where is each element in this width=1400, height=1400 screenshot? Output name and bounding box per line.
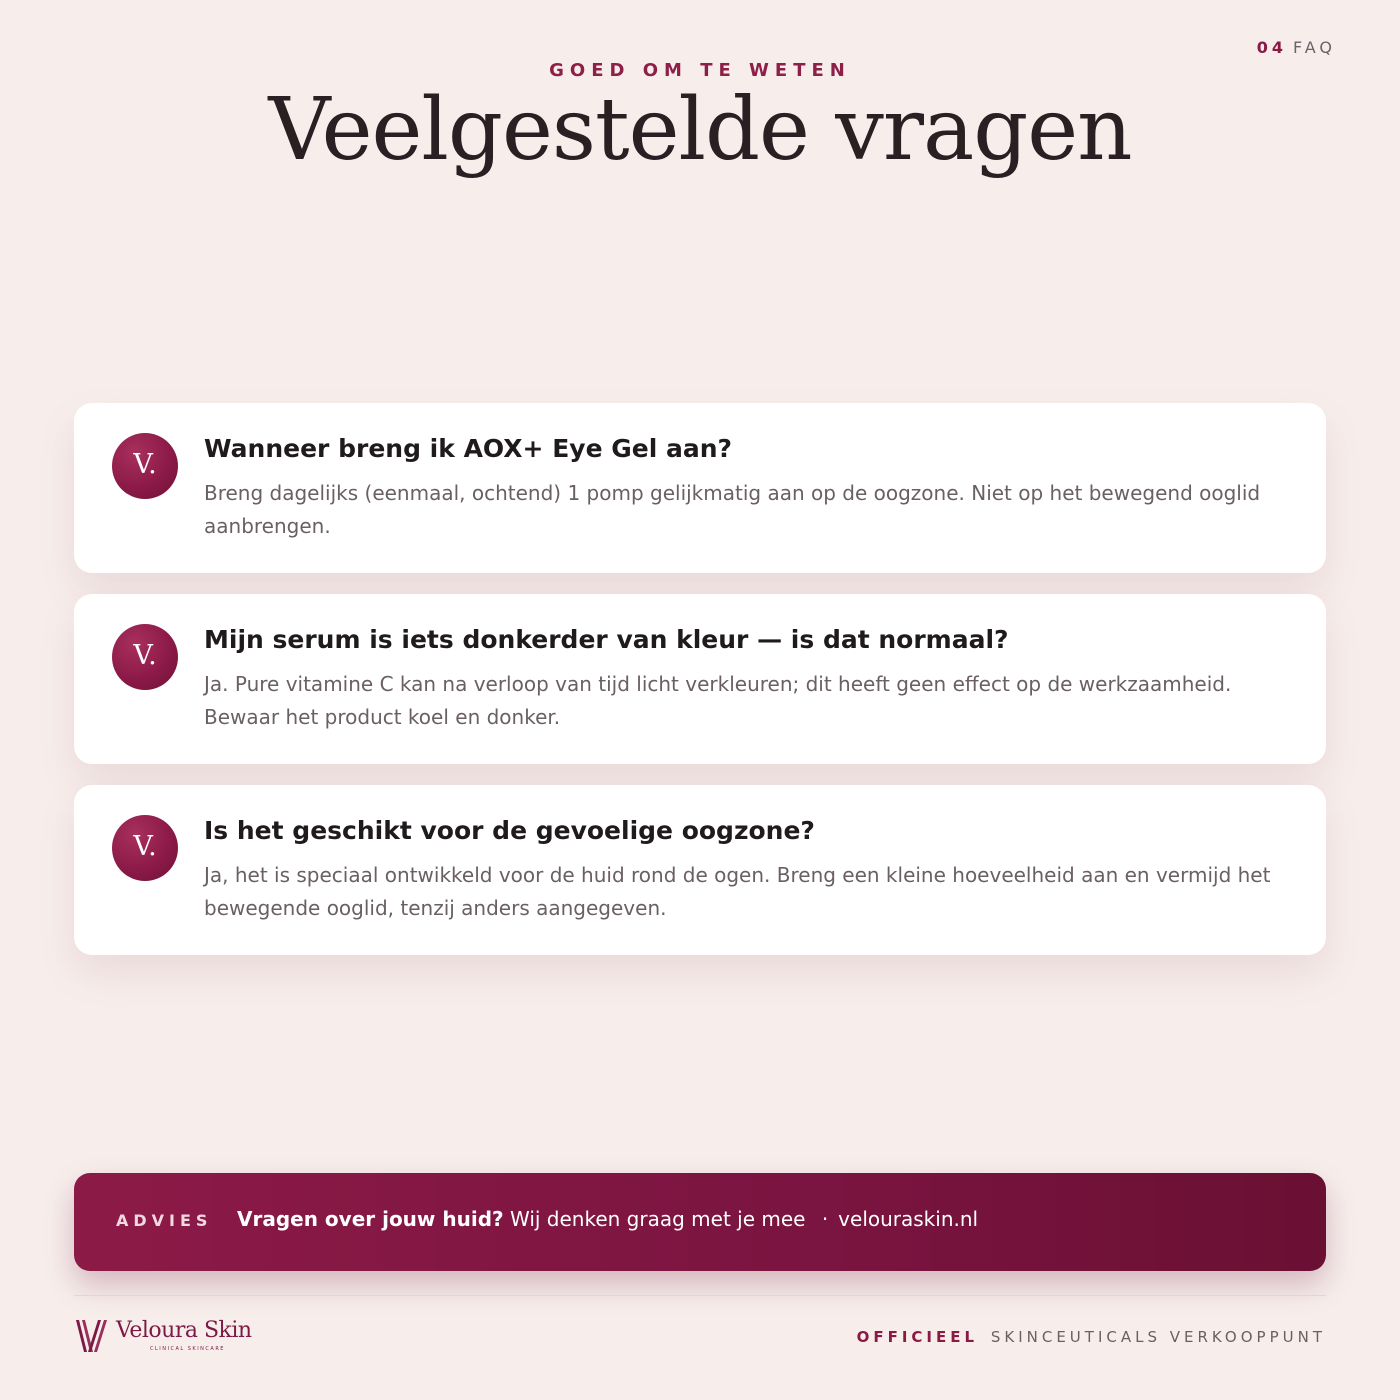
- page-indicator: [1257, 38, 1336, 57]
- advice-website-link[interactable]: velouraskin.nl: [838, 1207, 979, 1231]
- advice-banner: [74, 1173, 1326, 1271]
- faq-question: Is het geschikt voor de gevoelige oogzone?: [204, 816, 815, 845]
- brand-logo: [74, 1316, 274, 1356]
- official-retailer-note: [857, 1328, 1326, 1346]
- faq-card: [74, 785, 1326, 955]
- faq-question: Mijn serum is iets donkerder van kleur — is dat normaal?: [204, 625, 1009, 654]
- veloura-logo-icon: [74, 1318, 108, 1354]
- page-number: 04: [1256, 38, 1287, 57]
- advice-headline: Vragen over jouw huid?: [237, 1207, 504, 1231]
- faq-card: [74, 403, 1326, 573]
- faq-card: [74, 594, 1326, 764]
- faq-answer: Ja. Pure vitamine C kan na verloop van tijd licht verkleuren; dit heeft geen effect op de werkzaamheid. Bewaar het product koel en donker.: [204, 672, 1232, 729]
- footer-divider: [74, 1295, 1326, 1296]
- faq-question: Wanneer breng ik AOX+ Eye Gel aan?: [204, 434, 733, 463]
- page-title: Veelgestelde vragen: [268, 80, 1132, 180]
- advice-separator: ·: [821, 1207, 829, 1231]
- advice-message: [237, 1207, 978, 1231]
- faq-badge-icon: V.: [112, 433, 178, 499]
- faq-list: [74, 403, 1326, 976]
- official-label: OFFICIEEL: [856, 1328, 979, 1346]
- advice-text: Wij denken graag met je mee: [509, 1207, 806, 1231]
- brand-name: Veloura Skin: [116, 1318, 252, 1343]
- advice-label: ADVIES: [116, 1211, 213, 1230]
- faq-badge-icon: V.: [112, 815, 178, 881]
- faq-badge-icon: V.: [112, 624, 178, 690]
- faq-answer: Breng dagelijks (eenmaal, ochtend) 1 pomp gelijkmatig aan op de oogzone. Niet op het bewegend ooglid aanbrengen.: [204, 481, 1261, 538]
- eyebrow-heading: GOED OM TE WETEN: [549, 60, 851, 81]
- brand-tagline: CLINICAL SKINCARE: [150, 1346, 225, 1352]
- faq-answer: Ja, het is speciaal ontwikkeld voor de huid rond de ogen. Breng een kleine hoeveelheid aan en vermijd het bewegende ooglid, tenzij anders aangegeven.: [204, 863, 1271, 920]
- page-label: FAQ: [1293, 38, 1336, 57]
- official-text: SKINCEUTICALS VERKOOPPUNT: [990, 1328, 1326, 1346]
